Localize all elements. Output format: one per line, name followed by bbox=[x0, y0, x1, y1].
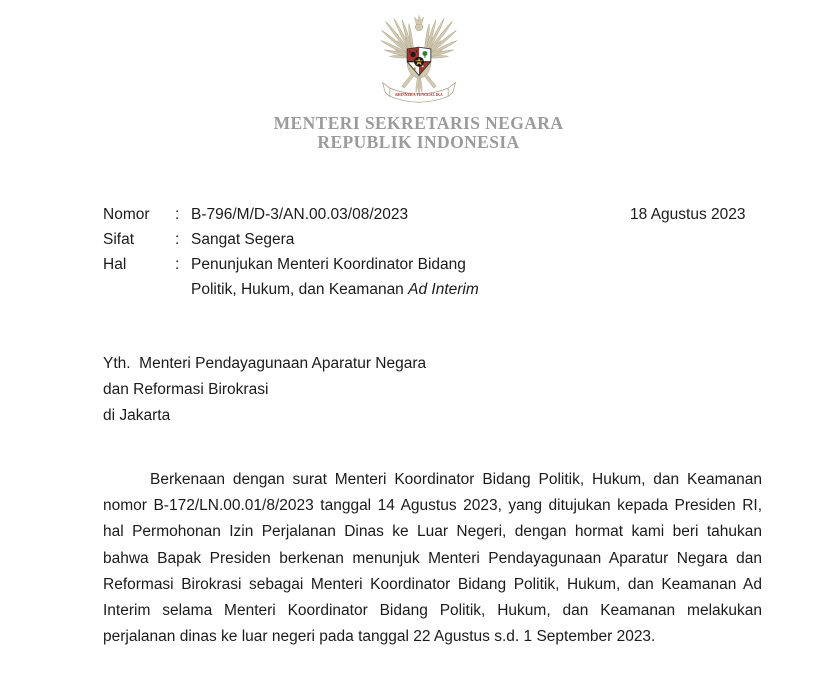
letterhead bbox=[0, 8, 837, 152]
body-paragraph: Berkenaan dengan surat Menteri Koordinator Bidang Politik, Hukum, dan Keamanan nomor B-172/LN.00.01/8/2023 tanggal 14 Agustus 2023, yang ditujukan kepada Presiden RI, hal Permohonan Izin Perjalanan Dinas ke Luar Negeri, dengan hormat kami beri tahukan bahwa Bapak Presiden berkenan menunjuk Menteri Pendayagunaan Aparatur Negara dan Reformasi Birokrasi sebagai Menteri Koordinator Bidang Politik, Hukum, dan Keamanan Ad Interim selama Menteri Koordinator Bidang Politik, Hukum, dan Keamanan melakukan perjalanan dinas ke luar negeri pada tanggal 22 Agustus s.d. 1 September 2023. bbox=[103, 471, 762, 646]
republic-name: REPUBLIK INDONESIA bbox=[317, 132, 520, 152]
meta-colon: : bbox=[175, 231, 180, 248]
meta-row-hal bbox=[103, 252, 479, 302]
meta-value-hal bbox=[191, 252, 479, 302]
meta-value-hal-line1: Penunjukan Menteri Koordinator Bidang bbox=[191, 256, 466, 273]
addressee-line-3: di Jakarta bbox=[103, 407, 171, 424]
meta-row-nomor bbox=[103, 202, 479, 227]
addressee-line-1: Yth. Menteri Pendayagunaan Aparatur Negara bbox=[103, 355, 427, 372]
meta-value-sifat: Sangat Segera bbox=[191, 231, 295, 248]
meta-value-hal-line2: Politik, Hukum, dan Keamanan bbox=[191, 281, 409, 298]
addressee-line-2: dan Reformasi Birokrasi bbox=[103, 381, 269, 398]
letter-date: 18 Agustus 2023 bbox=[630, 206, 746, 223]
letter-meta-section bbox=[103, 202, 479, 302]
meta-value-nomor: B-796/M/D-3/AN.00.03/08/2023 bbox=[191, 206, 409, 223]
meta-colon: : bbox=[175, 256, 180, 273]
meta-value-hal-line2-italic: Ad Interim bbox=[408, 281, 479, 298]
meta-row-sifat bbox=[103, 227, 479, 252]
addressee-block bbox=[103, 351, 426, 429]
garuda-pancasila-emblem-icon bbox=[0, 8, 837, 110]
meta-label-nomor: Nomor bbox=[103, 206, 150, 223]
ministry-name: MENTERI SEKRETARIS NEGARA bbox=[273, 113, 564, 133]
meta-label-hal: Hal bbox=[103, 256, 127, 273]
meta-label-sifat: Sifat bbox=[103, 231, 135, 248]
emblem-banner-text: BHINNEKA TUNGGAL IKA bbox=[394, 92, 443, 97]
meta-colon: : bbox=[175, 206, 180, 223]
